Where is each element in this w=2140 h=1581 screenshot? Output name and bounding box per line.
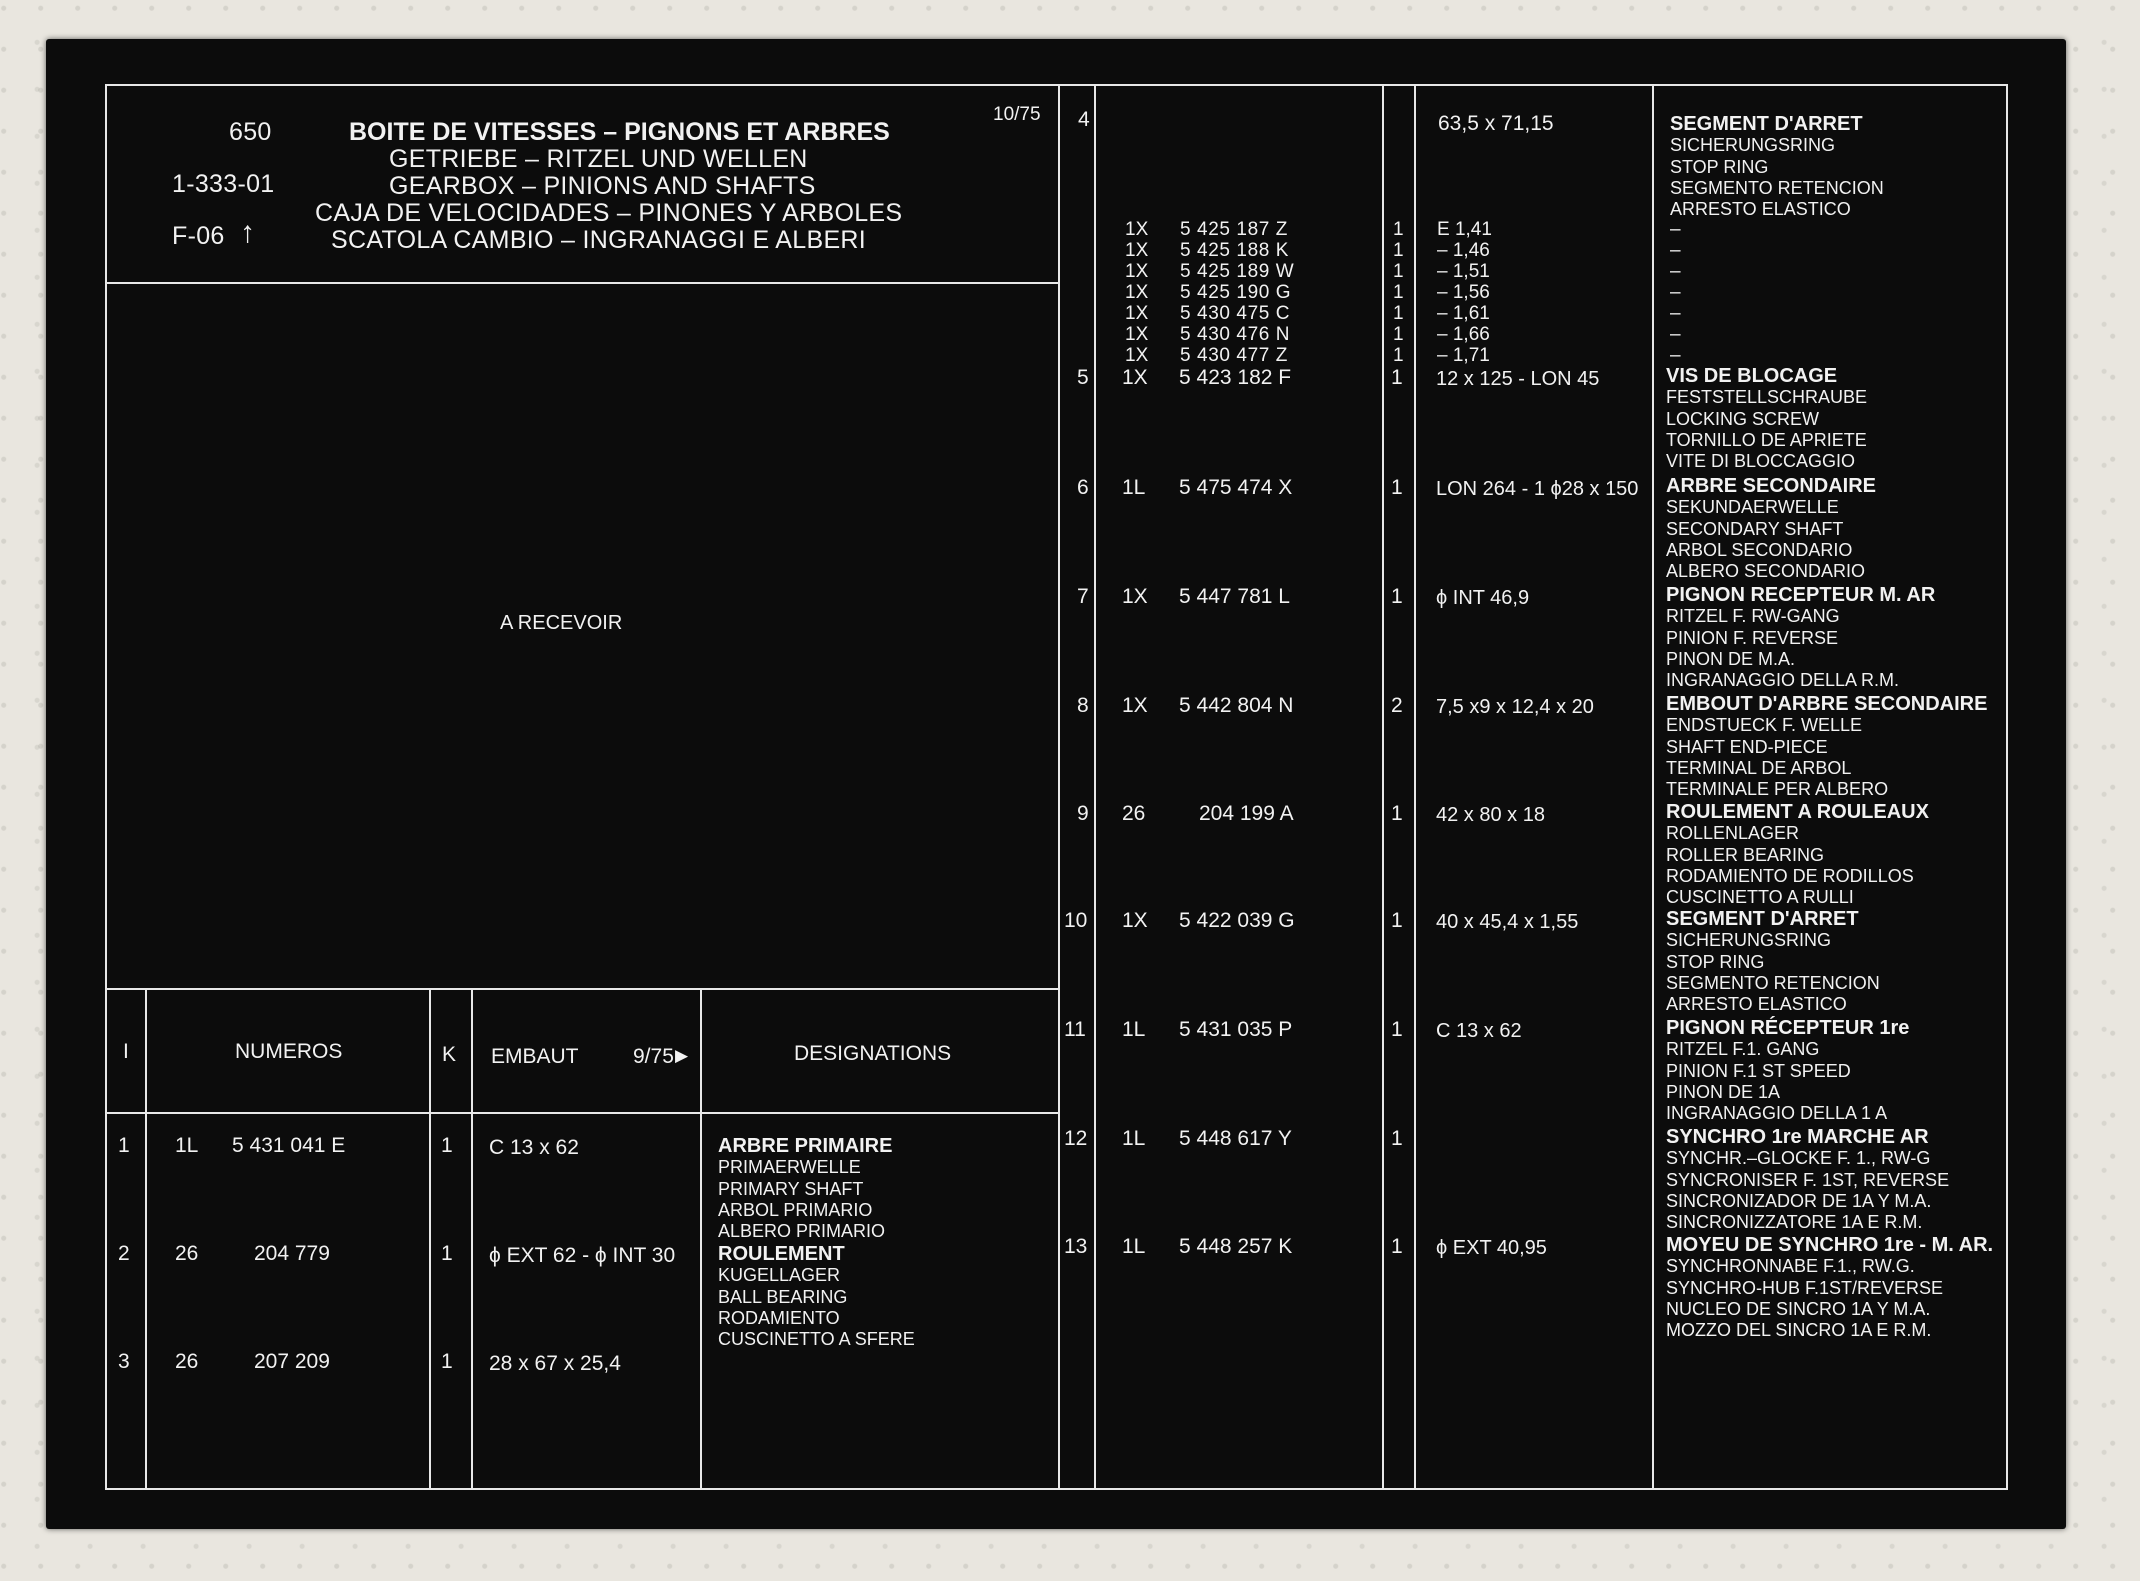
row-dimension: ϕ INT 46,9	[1436, 587, 1530, 609]
row-quantity: 2	[1391, 694, 1403, 717]
row-index: 4	[1078, 108, 1090, 131]
col-header-embaut-date: 9/75	[633, 1045, 674, 1068]
variant-type: 1X	[1125, 219, 1149, 240]
divider-col-i	[145, 988, 147, 1490]
variant-dimension: – 1,56	[1437, 282, 1490, 303]
title-de: GETRIEBE – RITZEL UND WELLEN	[389, 145, 808, 173]
col-header-k: K	[442, 1043, 457, 1066]
row-index: 12	[1064, 1127, 1088, 1150]
designation-line: MOZZO DEL SINCRO 1A E R.M.	[1666, 1320, 1932, 1341]
row-type: 1L	[1122, 1235, 1146, 1258]
row-type: 1X	[1122, 694, 1148, 717]
divider-col-i-right	[1094, 84, 1096, 1490]
designation-line: ARRESTO ELASTICO	[1666, 994, 1847, 1015]
designation-line: SINCRONIZADOR DE 1A Y M.A.	[1666, 1190, 1932, 1211]
reference-code: 1-333-01	[172, 170, 275, 198]
part-number: 5 475 474 X	[1179, 476, 1293, 499]
designation-line: TORNILLO DE APRIETE	[1666, 429, 1867, 450]
designation-line: RITZEL F. RW-GANG	[1666, 606, 1840, 627]
designation-line: ALBERO PRIMARIO	[718, 1221, 886, 1242]
row-index: 1	[118, 1134, 130, 1157]
divider-col-numeros	[429, 988, 431, 1490]
row-type: 26	[175, 1242, 199, 1265]
title-it: SCATOLA CAMBIO – INGRANAGGI E ALBERI	[331, 226, 867, 254]
divider-col-k-right	[1414, 84, 1416, 1490]
designation-line: SEKUNDAERWELLE	[1666, 497, 1839, 518]
variant-dimension: E 1,41	[1437, 219, 1492, 240]
divider-col-k	[471, 988, 473, 1490]
variant-quantity: 1	[1393, 303, 1404, 324]
designation-line: SICHERUNGSRING	[1670, 135, 1836, 156]
divider-left-block	[1058, 84, 1060, 1490]
variant-part-number: 5 425 189 W	[1180, 261, 1295, 282]
part-number: 204 779	[254, 1242, 330, 1265]
row-dimension: C 13 x 62	[1436, 1020, 1522, 1042]
divider-header	[105, 282, 1058, 284]
designation-title: VIS DE BLOCAGE	[1666, 365, 1838, 387]
designation-line: PINON DE M.A.	[1666, 648, 1796, 669]
row-quantity: 1	[1391, 1018, 1403, 1041]
row-index: 6	[1077, 476, 1089, 499]
row-quantity: 1	[441, 1242, 453, 1265]
row-quantity: 1	[1391, 1235, 1403, 1258]
variant-type: 1X	[1125, 240, 1149, 261]
designation-line: PRIMAERWELLE	[718, 1157, 861, 1178]
designation-line: ARBOL PRIMARIO	[718, 1199, 873, 1220]
variant-quantity: 1	[1393, 261, 1404, 282]
designation-line: RODAMIENTO	[718, 1307, 840, 1328]
row-index: 11	[1064, 1018, 1086, 1041]
designation-line: SYNCHR.–GLOCKE F. 1., RW-G	[1666, 1148, 1931, 1169]
title-fr: BOITE DE VITESSES – PIGNONS ET ARBRES	[349, 118, 890, 146]
divider-col-numeros-right	[1382, 84, 1384, 1490]
designation-title: ROULEMENT	[718, 1243, 845, 1265]
row-index: 2	[118, 1242, 130, 1265]
designation-title: SEGMENT D'ARRET	[1666, 908, 1859, 930]
designation-line: PINION F.1 ST SPEED	[1666, 1060, 1851, 1081]
row-type: 1L	[1122, 1127, 1146, 1150]
part-number: 5 422 039 G	[1179, 909, 1295, 932]
row-quantity: 1	[1391, 1127, 1403, 1150]
designation-line: ROLLENLAGER	[1666, 823, 1800, 844]
row-dimension: C 13 x 62	[489, 1136, 579, 1159]
variant-dimension: – 1,51	[1437, 261, 1490, 282]
designation-title: SYNCHRO 1re MARCHE AR	[1666, 1126, 1929, 1148]
row-quantity: 1	[1391, 802, 1403, 825]
designation-line: CUSCINETTO A SFERE	[718, 1329, 915, 1350]
designation-title: PIGNON RECEPTEUR M. AR	[1666, 584, 1936, 606]
variant-part-number: 5 430 477 Z	[1180, 345, 1289, 366]
row-index: 3	[118, 1350, 130, 1373]
designation-line: SEGMENTO RETENCION	[1670, 177, 1884, 198]
designation-line: FESTSTELLSCHRAUBE	[1666, 387, 1868, 408]
designation-line: NUCLEO DE SINCRO 1A Y M.A.	[1666, 1298, 1931, 1319]
variant-designation: –	[1670, 282, 1681, 303]
part-number: 5 423 182 F	[1179, 366, 1292, 389]
part-number: 5 431 035 P	[1179, 1018, 1293, 1041]
designation-line: PINON DE 1A	[1666, 1081, 1781, 1102]
designation-title: ARBRE PRIMAIRE	[718, 1135, 893, 1157]
col-header-i: I	[123, 1040, 129, 1063]
designation-line: RITZEL F.1. GANG	[1666, 1039, 1820, 1060]
row-dimension: ϕ EXT 62 - ϕ INT 30	[489, 1244, 676, 1267]
designation-line: SECONDARY SHAFT	[1666, 518, 1844, 539]
row-type: 1L	[1122, 476, 1146, 499]
variant-designation: –	[1670, 261, 1681, 282]
row-dimension: LON 264 - 1 ϕ28 x 150	[1436, 478, 1639, 500]
designation-line: SINCRONIZZATORE 1A E R.M.	[1666, 1212, 1923, 1233]
part-number: 5 431 041 E	[232, 1134, 346, 1157]
designation-line: ENDSTUECK F. WELLE	[1666, 715, 1863, 736]
row-index: 5	[1077, 366, 1089, 389]
variant-dimension: – 1,66	[1437, 324, 1490, 345]
row-quantity: 1	[441, 1134, 453, 1157]
designation-line: BALL BEARING	[718, 1286, 848, 1307]
designation-line: STOP RING	[1670, 156, 1769, 177]
designation-line: VITE DI BLOCCAGGIO	[1666, 451, 1856, 472]
variant-designation: –	[1670, 240, 1681, 261]
variant-part-number: 5 425 187 Z	[1180, 219, 1289, 240]
designation-line: SYNCHRONNABE F.1., RW.G.	[1666, 1256, 1915, 1277]
designation-line: INGRANAGGIO DELLA R.M.	[1666, 670, 1900, 691]
designation-title: SEGMENT D'ARRET	[1670, 113, 1863, 135]
variant-type: 1X	[1125, 345, 1149, 366]
row-type: 26	[1122, 802, 1146, 825]
row-dimension: 12 x 125 - LON 45	[1436, 368, 1600, 390]
variant-designation: –	[1670, 324, 1681, 345]
designation-line: RODAMIENTO DE RODILLOS	[1666, 865, 1914, 886]
row-index: 10	[1064, 909, 1088, 932]
designation-line: ALBERO SECONDARIO	[1666, 561, 1866, 582]
row-dimension: ϕ EXT 40,95	[1436, 1237, 1547, 1259]
variant-part-number: 5 430 476 N	[1180, 324, 1291, 345]
row-dimension: 63,5 x 71,15	[1438, 112, 1554, 135]
row-quantity: 1	[1391, 585, 1403, 608]
designation-title: ROULEMENT A ROULEAUX	[1666, 801, 1929, 823]
col-header-numeros: NUMEROS	[235, 1040, 343, 1063]
divider-col-embaut-right	[1652, 84, 1654, 1490]
row-dimension: 42 x 80 x 18	[1436, 804, 1545, 826]
designation-line: ARRESTO ELASTICO	[1670, 199, 1851, 220]
designation-line: SHAFT END-PIECE	[1666, 736, 1828, 757]
col-header-designations: DESIGNATIONS	[794, 1042, 952, 1065]
designation-line: TERMINALE PER ALBERO	[1666, 779, 1889, 800]
designation-title: PIGNON RÉCEPTEUR 1re	[1666, 1017, 1910, 1039]
variant-type: 1X	[1125, 282, 1149, 303]
variant-designation: –	[1670, 345, 1681, 366]
row-quantity: 1	[1391, 909, 1403, 932]
designation-line: KUGELLAGER	[718, 1265, 841, 1286]
variant-type: 1X	[1125, 303, 1149, 324]
designation-title: EMBOUT D'ARBRE SECONDAIRE	[1666, 693, 1988, 715]
variant-designation: –	[1670, 303, 1681, 324]
variant-type: 1X	[1125, 261, 1149, 282]
designation-line: CUSCINETTO A RULLI	[1666, 887, 1854, 908]
row-type: 1L	[175, 1134, 199, 1157]
row-type: 1L	[1122, 1018, 1146, 1041]
row-index: 8	[1077, 694, 1089, 717]
variant-quantity: 1	[1393, 240, 1404, 261]
designation-title: ARBRE SECONDAIRE	[1666, 475, 1877, 497]
image-placeholder: A RECEVOIR	[500, 612, 623, 634]
title-en: GEARBOX – PINIONS AND SHAFTS	[389, 172, 816, 200]
designation-line: SYNCRONISER F. 1ST, REVERSE	[1666, 1169, 1950, 1190]
variant-designation: –	[1670, 219, 1681, 240]
variant-quantity: 1	[1393, 219, 1404, 240]
catalog-number: 650	[229, 118, 272, 146]
row-index: 13	[1064, 1235, 1088, 1258]
row-quantity: 1	[1391, 476, 1403, 499]
variant-part-number: 5 425 188 K	[1180, 240, 1290, 261]
row-dimension: 28 x 67 x 25,4	[489, 1352, 621, 1375]
row-index: 7	[1077, 585, 1089, 608]
variant-dimension: – 1,71	[1437, 345, 1490, 366]
variant-quantity: 1	[1393, 324, 1404, 345]
designation-line: STOP RING	[1666, 951, 1765, 972]
row-dimension: 7,5 x9 x 12,4 x 20	[1436, 696, 1594, 718]
divider-table-top	[105, 988, 1058, 990]
variant-part-number: 5 425 190 G	[1180, 282, 1292, 303]
part-number: 5 447 781 L	[1179, 585, 1290, 608]
part-number: 204 199 A	[1199, 802, 1294, 825]
designation-line: LOCKING SCREW	[1666, 408, 1820, 429]
variant-quantity: 1	[1393, 282, 1404, 303]
part-number: 5 448 617 Y	[1179, 1127, 1292, 1150]
variant-dimension: – 1,46	[1437, 240, 1490, 261]
row-type: 1X	[1122, 585, 1148, 608]
row-type: 1X	[1122, 909, 1148, 932]
figure-code: F-06	[172, 222, 225, 250]
designation-line: SEGMENTO RETENCION	[1666, 972, 1880, 993]
designation-line: ARBOL SECONDARIO	[1666, 539, 1853, 560]
variant-type: 1X	[1125, 324, 1149, 345]
designation-line: TERMINAL DE ARBOL	[1666, 757, 1852, 778]
row-type: 1X	[1122, 366, 1148, 389]
row-quantity: 1	[441, 1350, 453, 1373]
row-type: 26	[175, 1350, 199, 1373]
col-header-embaut: EMBAUT	[491, 1045, 579, 1068]
part-number: 207 209	[254, 1350, 330, 1373]
designation-title: MOYEU DE SYNCHRO 1re - M. AR.	[1666, 1234, 1994, 1256]
divider-col-embaut	[700, 988, 702, 1490]
row-index: 9	[1077, 802, 1089, 825]
designation-line: ROLLER BEARING	[1666, 844, 1825, 865]
title-es: CAJA DE VELOCIDADES – PINONES Y ARBOLES	[315, 199, 903, 227]
designation-line: INGRANAGGIO DELLA 1 A	[1666, 1103, 1888, 1124]
row-quantity: 1	[1391, 366, 1403, 389]
divider-table-header-bottom	[105, 1112, 1058, 1114]
variant-part-number: 5 430 475 C	[1180, 303, 1291, 324]
row-dimension: 40 x 45,4 x 1,55	[1436, 911, 1579, 933]
up-arrow-icon: ↑	[240, 216, 256, 249]
variant-quantity: 1	[1393, 345, 1404, 366]
designation-line: PRIMARY SHAFT	[718, 1178, 864, 1199]
triangle-right-icon: ▶	[675, 1046, 689, 1065]
designation-line: SYNCHRO-HUB F.1ST/REVERSE	[1666, 1277, 1944, 1298]
part-number: 5 448 257 K	[1179, 1235, 1293, 1258]
issue-date: 10/75	[993, 104, 1041, 125]
designation-line: PINION F. REVERSE	[1666, 627, 1839, 648]
variant-dimension: – 1,61	[1437, 303, 1490, 324]
designation-line: SICHERUNGSRING	[1666, 930, 1832, 951]
part-number: 5 442 804 N	[1179, 694, 1294, 717]
